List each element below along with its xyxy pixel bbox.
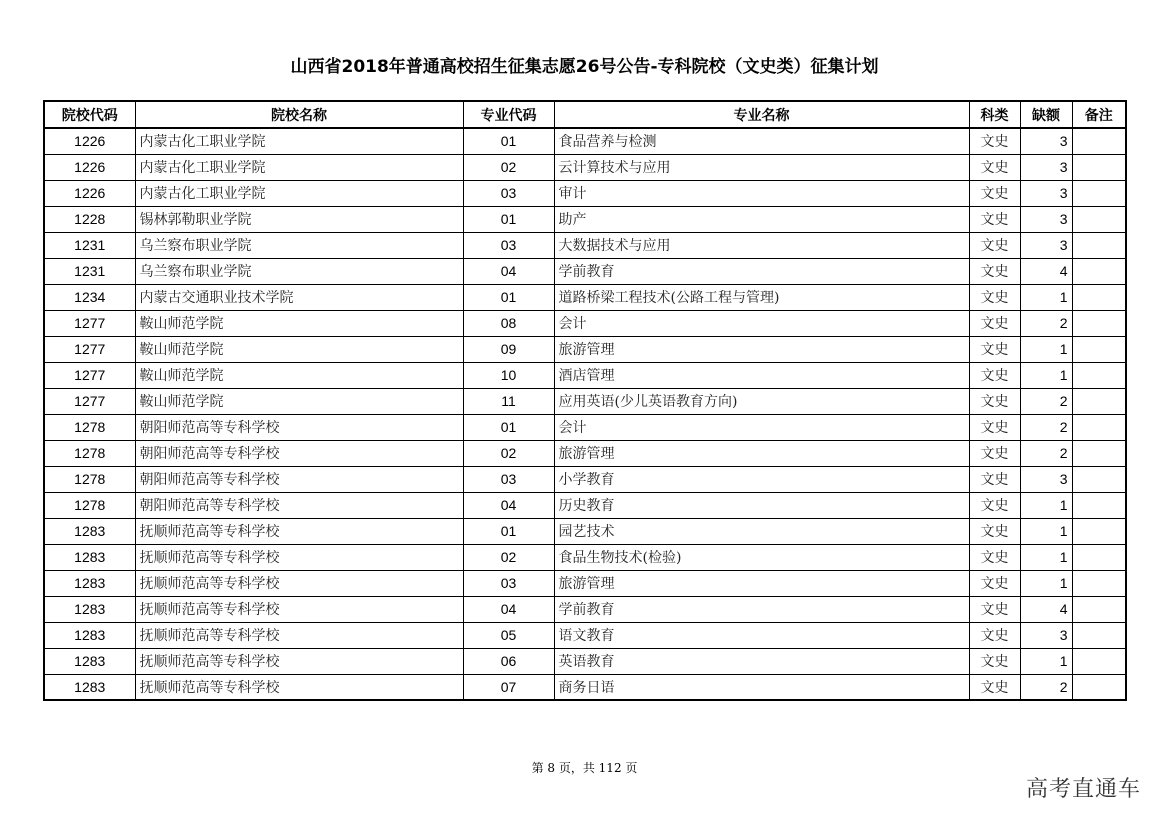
cell-school-code: 1226 [44,128,135,154]
cell-school-name: 朝阳师范高等专科学校 [135,440,463,466]
cell-major-code: 02 [463,544,554,570]
cell-school-name: 内蒙古交通职业技术学院 [135,284,463,310]
table-row [44,414,1126,440]
cell-school-name: 抚顺师范高等专科学校 [135,570,463,596]
header-school-name: 院校名称 [135,101,463,128]
cell-category: 文史 [969,596,1020,622]
cell-note [1072,414,1126,440]
cell-note [1072,362,1126,388]
cell-note [1072,154,1126,180]
cell-major-name: 园艺技术 [554,518,969,544]
cell-school-code: 1283 [44,570,135,596]
cell-school-name: 乌兰察布职业学院 [135,232,463,258]
cell-school-name: 鞍山师范学院 [135,310,463,336]
cell-note [1072,232,1126,258]
cell-vacancy: 3 [1020,154,1072,180]
cell-category: 文史 [969,362,1020,388]
cell-school-name: 抚顺师范高等专科学校 [135,648,463,674]
cell-vacancy: 1 [1020,570,1072,596]
header-major-code: 专业代码 [463,101,554,128]
cell-major-name: 语文教育 [554,622,969,648]
cell-note [1072,648,1126,674]
table-row [44,336,1126,362]
cell-category: 文史 [969,310,1020,336]
cell-school-code: 1277 [44,310,135,336]
cell-major-name: 云计算技术与应用 [554,154,969,180]
cell-note [1072,258,1126,284]
cell-vacancy: 1 [1020,544,1072,570]
table-row [44,206,1126,232]
table-row [44,440,1126,466]
table-row [44,362,1126,388]
table-row [44,154,1126,180]
cell-note [1072,570,1126,596]
cell-major-name: 历史教育 [554,492,969,518]
cell-school-name: 锡林郭勒职业学院 [135,206,463,232]
cell-major-name: 英语教育 [554,648,969,674]
cell-major-code: 06 [463,648,554,674]
header-major-name: 专业名称 [554,101,969,128]
cell-vacancy: 3 [1020,180,1072,206]
cell-major-code: 03 [463,466,554,492]
cell-major-name: 食品生物技术(检验) [554,544,969,570]
cell-note [1072,544,1126,570]
cell-vacancy: 3 [1020,128,1072,154]
cell-school-name: 抚顺师范高等专科学校 [135,596,463,622]
cell-major-name: 审计 [554,180,969,206]
table-row [44,622,1126,648]
cell-school-name: 抚顺师范高等专科学校 [135,518,463,544]
cell-school-name: 乌兰察布职业学院 [135,258,463,284]
cell-vacancy: 4 [1020,258,1072,284]
cell-major-code: 01 [463,206,554,232]
cell-major-code: 04 [463,258,554,284]
cell-category: 文史 [969,258,1020,284]
cell-school-code: 1231 [44,232,135,258]
table-row [44,466,1126,492]
cell-category: 文史 [969,544,1020,570]
cell-school-code: 1226 [44,180,135,206]
cell-major-code: 01 [463,284,554,310]
cell-school-code: 1231 [44,258,135,284]
cell-school-name: 鞍山师范学院 [135,336,463,362]
table-row [44,674,1126,700]
table-row [44,518,1126,544]
cell-school-name: 鞍山师范学院 [135,388,463,414]
cell-major-name: 大数据技术与应用 [554,232,969,258]
cell-school-name: 朝阳师范高等专科学校 [135,414,463,440]
cell-note [1072,128,1126,154]
cell-school-code: 1278 [44,414,135,440]
table-body [44,128,1126,700]
cell-note [1072,284,1126,310]
cell-major-code: 11 [463,388,554,414]
cell-school-code: 1278 [44,440,135,466]
cell-category: 文史 [969,570,1020,596]
cell-vacancy: 1 [1020,336,1072,362]
table-row [44,284,1126,310]
cell-major-name: 旅游管理 [554,570,969,596]
table-row [44,258,1126,284]
cell-major-code: 10 [463,362,554,388]
cell-school-code: 1283 [44,648,135,674]
cell-major-code: 01 [463,414,554,440]
cell-school-code: 1228 [44,206,135,232]
cell-category: 文史 [969,674,1020,700]
enrollment-plan-table [43,100,1127,701]
table-row [44,596,1126,622]
cell-school-code: 1283 [44,596,135,622]
cell-school-name: 内蒙古化工职业学院 [135,180,463,206]
cell-category: 文史 [969,518,1020,544]
cell-major-code: 01 [463,128,554,154]
cell-category: 文史 [969,440,1020,466]
cell-category: 文史 [969,232,1020,258]
cell-category: 文史 [969,128,1020,154]
cell-major-code: 03 [463,232,554,258]
cell-school-code: 1234 [44,284,135,310]
cell-major-name: 应用英语(少儿英语教育方向) [554,388,969,414]
cell-vacancy: 2 [1020,414,1072,440]
cell-school-code: 1283 [44,622,135,648]
cell-major-code: 05 [463,622,554,648]
cell-major-name: 食品营养与检测 [554,128,969,154]
table-row [44,310,1126,336]
cell-major-name: 助产 [554,206,969,232]
table-row [44,570,1126,596]
cell-school-code: 1277 [44,362,135,388]
cell-school-name: 内蒙古化工职业学院 [135,128,463,154]
cell-major-name: 旅游管理 [554,440,969,466]
header-category: 科类 [969,101,1020,128]
table-header-row [44,101,1126,128]
cell-note [1072,622,1126,648]
cell-school-code: 1277 [44,336,135,362]
watermark-logo-text: 高考直通车 [1025,777,1141,802]
table-row [44,492,1126,518]
cell-category: 文史 [969,622,1020,648]
cell-major-name: 酒店管理 [554,362,969,388]
cell-vacancy: 1 [1020,518,1072,544]
cell-school-code: 1277 [44,388,135,414]
cell-major-name: 商务日语 [554,674,969,700]
cell-note [1072,336,1126,362]
cell-category: 文史 [969,284,1020,310]
page-number: 第 8 页，共 112 页 [531,761,638,775]
cell-vacancy: 2 [1020,310,1072,336]
cell-major-name: 道路桥梁工程技术(公路工程与管理) [554,284,969,310]
cell-major-code: 09 [463,336,554,362]
cell-note [1072,388,1126,414]
cell-vacancy: 1 [1020,492,1072,518]
cell-vacancy: 3 [1020,232,1072,258]
table-row [44,388,1126,414]
cell-school-name: 抚顺师范高等专科学校 [135,674,463,700]
cell-major-code: 03 [463,180,554,206]
cell-vacancy: 3 [1020,466,1072,492]
cell-major-name: 学前教育 [554,596,969,622]
cell-category: 文史 [969,492,1020,518]
cell-category: 文史 [969,648,1020,674]
cell-school-code: 1226 [44,154,135,180]
cell-vacancy: 2 [1020,440,1072,466]
cell-category: 文史 [969,154,1020,180]
table-row [44,232,1126,258]
cell-category: 文史 [969,206,1020,232]
cell-note [1072,180,1126,206]
cell-note [1072,466,1126,492]
cell-school-name: 抚顺师范高等专科学校 [135,622,463,648]
cell-major-code: 02 [463,440,554,466]
cell-school-code: 1283 [44,518,135,544]
cell-school-code: 1283 [44,674,135,700]
cell-major-name: 旅游管理 [554,336,969,362]
table-row [44,648,1126,674]
cell-vacancy: 2 [1020,674,1072,700]
cell-note [1072,310,1126,336]
page-title: 山西省2018年普通高校招生征集志愿26号公告-专科院校（文史类）征集计划 [290,57,879,77]
cell-vacancy: 1 [1020,362,1072,388]
cell-major-name: 会计 [554,310,969,336]
cell-vacancy: 2 [1020,388,1072,414]
cell-note [1072,518,1126,544]
cell-major-code: 02 [463,154,554,180]
cell-major-code: 01 [463,518,554,544]
cell-vacancy: 1 [1020,284,1072,310]
cell-note [1072,596,1126,622]
table-row [44,128,1126,154]
cell-category: 文史 [969,336,1020,362]
cell-note [1072,440,1126,466]
cell-note [1072,206,1126,232]
cell-vacancy: 3 [1020,622,1072,648]
cell-school-name: 内蒙古化工职业学院 [135,154,463,180]
cell-major-code: 04 [463,596,554,622]
cell-major-code: 03 [463,570,554,596]
cell-major-code: 08 [463,310,554,336]
cell-school-name: 朝阳师范高等专科学校 [135,466,463,492]
cell-school-code: 1278 [44,466,135,492]
cell-major-code: 07 [463,674,554,700]
cell-vacancy: 1 [1020,648,1072,674]
header-note: 备注 [1072,101,1126,128]
cell-school-code: 1278 [44,492,135,518]
cell-major-code: 04 [463,492,554,518]
table-row [44,180,1126,206]
cell-school-name: 抚顺师范高等专科学校 [135,544,463,570]
cell-vacancy: 4 [1020,596,1072,622]
cell-note [1072,674,1126,700]
cell-major-name: 小学教育 [554,466,969,492]
cell-category: 文史 [969,466,1020,492]
cell-category: 文史 [969,180,1020,206]
cell-school-name: 朝阳师范高等专科学校 [135,492,463,518]
header-school-code: 院校代码 [44,101,135,128]
cell-school-code: 1283 [44,544,135,570]
header-vacancy: 缺额 [1020,101,1072,128]
cell-note [1072,492,1126,518]
cell-category: 文史 [969,414,1020,440]
table-row [44,544,1126,570]
cell-category: 文史 [969,388,1020,414]
cell-major-name: 会计 [554,414,969,440]
cell-major-name: 学前教育 [554,258,969,284]
cell-vacancy: 3 [1020,206,1072,232]
cell-school-name: 鞍山师范学院 [135,362,463,388]
